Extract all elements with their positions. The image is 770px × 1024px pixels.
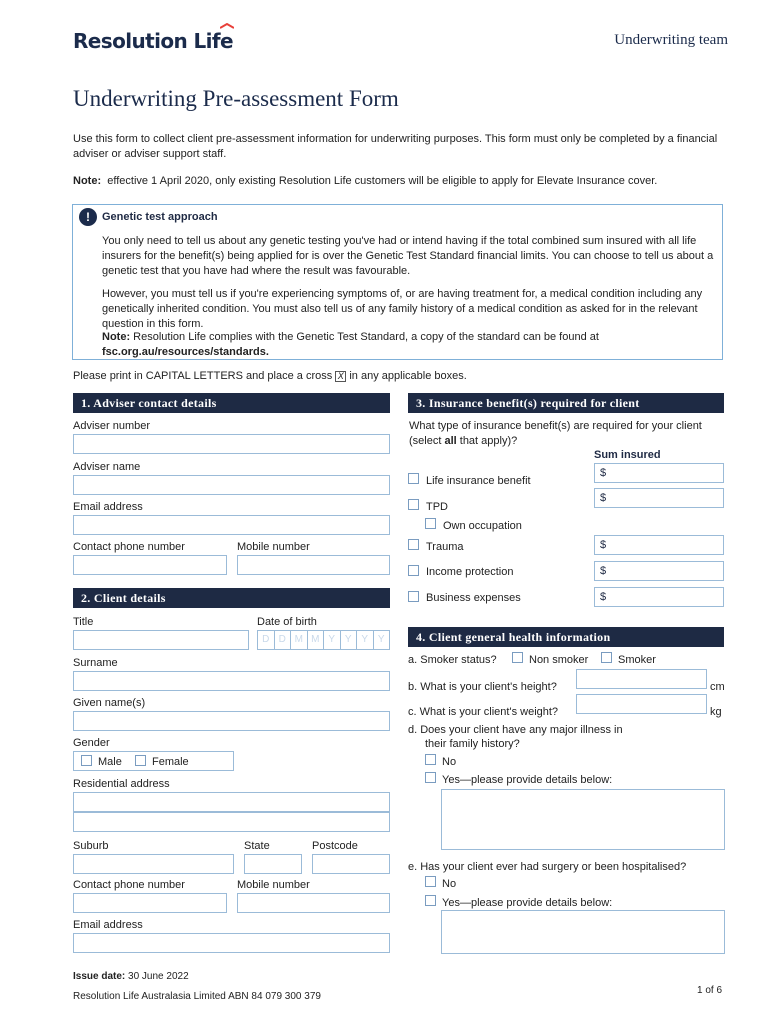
client-mobile-input[interactable] [237, 893, 390, 913]
smoker-question: a. Smoker status? [408, 654, 497, 666]
suburb-input[interactable] [73, 854, 234, 874]
address-label: Residential address [73, 778, 170, 790]
surname-input[interactable] [73, 671, 390, 691]
genetic-paragraph-1: You only need to tell us about any genetic testing you've had or intend having if the total combined sum insured with all life insurers for the benefit(s) being applied for is over the Genetic Test Standard financial limits. You can choose to tell us about a genetic test that you have had where the result was favourable. [102, 235, 714, 277]
benefit-question: What type of insurance benefit(s) are required for your client (select all that apply)? [409, 420, 702, 447]
non-smoker-label: Non smoker [529, 654, 589, 666]
dob-cell[interactable]: Y [341, 630, 358, 650]
surgery-yes-label: Yes—please provide details below: [442, 897, 613, 909]
smoker-checkbox[interactable] [601, 652, 612, 663]
client-mobile-label: Mobile number [237, 879, 310, 891]
income-label: Income protection [426, 566, 514, 578]
business-sum-input[interactable]: $ [594, 587, 724, 607]
family-history-yes-checkbox[interactable] [425, 772, 436, 783]
issue-date: Issue date: 30 June 2022 [73, 971, 189, 982]
tpd-label: TPD [426, 501, 448, 513]
income-checkbox[interactable] [408, 565, 419, 576]
own-occupation-label: Own occupation [443, 520, 522, 532]
adviser-email-input[interactable] [73, 515, 390, 535]
adviser-phone-label: Contact phone number [73, 541, 185, 553]
page-title: Underwriting Pre-assessment Form [73, 86, 399, 111]
suburb-label: Suburb [73, 840, 109, 852]
surgery-yes-checkbox[interactable] [425, 895, 436, 906]
section-3-header: 3. Insurance benefit(s) required for client [408, 393, 724, 413]
business-checkbox[interactable] [408, 591, 419, 602]
surgery-no-label: No [442, 878, 457, 890]
logo-mark-icon [220, 23, 234, 29]
weight-question: c. What is your client's weight? [408, 706, 559, 718]
male-label: Male [98, 756, 122, 768]
height-input[interactable] [576, 669, 707, 689]
page-number: 1 of 6 [697, 985, 723, 996]
adviser-number-input[interactable] [73, 434, 390, 454]
client-phone-input[interactable] [73, 893, 227, 913]
state-label: State [244, 840, 270, 852]
client-email-input[interactable] [73, 933, 390, 953]
family-history-no-checkbox[interactable] [425, 754, 436, 765]
genetic-heading: Genetic test approach [102, 211, 218, 223]
family-history-no-label: No [442, 756, 457, 768]
adviser-mobile-input[interactable] [237, 555, 390, 575]
dob-cell[interactable]: D [257, 630, 275, 650]
income-sum-input[interactable]: $ [594, 561, 724, 581]
alert-icon: ! [79, 208, 97, 226]
dob-label: Date of birth [257, 616, 317, 628]
dob-cell[interactable]: Y [324, 630, 341, 650]
male-checkbox[interactable] [81, 755, 92, 766]
tpd-checkbox[interactable] [408, 499, 419, 510]
adviser-name-label: Adviser name [73, 461, 141, 473]
dob-cell[interactable]: D [275, 630, 292, 650]
kg-unit: kg [710, 706, 722, 718]
team-label: Underwriting team [614, 32, 728, 48]
cm-unit: cm [710, 681, 725, 693]
company-logo: Resolution Life [73, 29, 233, 53]
state-input[interactable] [244, 854, 302, 874]
family-history-question: d. Does your client have any major illness in [408, 724, 623, 736]
adviser-mobile-label: Mobile number [237, 541, 310, 553]
adviser-email-label: Email address [73, 501, 143, 513]
dob-input[interactable] [257, 630, 390, 650]
sum-insured-header: Sum insured [594, 449, 661, 461]
family-history-question-2: their family history? [425, 738, 520, 750]
tpd-sum-input[interactable]: $ [594, 488, 724, 508]
cross-example-icon: X [335, 371, 346, 382]
own-occupation-checkbox[interactable] [425, 518, 436, 529]
section-4-header: 4. Client general health information [408, 627, 724, 647]
surgery-details-input[interactable] [441, 910, 725, 954]
dob-cell[interactable]: Y [357, 630, 374, 650]
surgery-no-checkbox[interactable] [425, 876, 436, 887]
intro-note: Note: effective 1 April 2020, only existing Resolution Life customers will be eligible to apply for Elevate Insurance cover. [73, 175, 658, 187]
smoker-label: Smoker [618, 654, 656, 666]
life-checkbox[interactable] [408, 473, 419, 484]
surname-label: Surname [73, 657, 118, 669]
client-title-label: Title [73, 616, 94, 628]
trauma-sum-input[interactable]: $ [594, 535, 724, 555]
non-smoker-checkbox[interactable] [512, 652, 523, 663]
gender-label: Gender [73, 737, 110, 749]
given-names-label: Given name(s) [73, 697, 146, 709]
height-question: b. What is your client's height? [408, 681, 557, 693]
dob-cell[interactable]: M [291, 630, 308, 650]
standards-link[interactable]: fsc.org.au/resources/standards. [102, 346, 269, 358]
address-line-2-input[interactable] [73, 812, 390, 832]
female-checkbox[interactable] [135, 755, 146, 766]
postcode-label: Postcode [312, 840, 358, 852]
life-sum-input[interactable]: $ [594, 463, 724, 483]
client-email-label: Email address [73, 919, 143, 931]
adviser-phone-input[interactable] [73, 555, 227, 575]
business-label: Business expenses [426, 592, 521, 604]
address-line-1-input[interactable] [73, 792, 390, 812]
adviser-name-input[interactable] [73, 475, 390, 495]
trauma-checkbox[interactable] [408, 539, 419, 550]
life-label: Life insurance benefit [426, 475, 531, 487]
dob-cell[interactable]: M [308, 630, 325, 650]
female-label: Female [152, 756, 189, 768]
company-abn: Resolution Life Australasia Limited ABN 84 079 300 379 [73, 991, 321, 1002]
postcode-input[interactable] [312, 854, 390, 874]
trauma-label: Trauma [426, 541, 464, 553]
client-phone-label: Contact phone number [73, 879, 185, 891]
given-names-input[interactable] [73, 711, 390, 731]
family-history-details-input[interactable] [441, 789, 725, 850]
section-1-header: 1. Adviser contact details [73, 393, 390, 413]
instruction-text: Please print in CAPITAL LETTERS and place a cross X in any applicable boxes. [73, 370, 467, 382]
genetic-paragraph-2: However, you must tell us if you're experiencing symptoms of, or are having treatment for, a medical condition including any genetically inherited condition. You must also tell us of any family history of a medical condition as asked for in the relevant question in this form. [102, 288, 703, 330]
weight-input[interactable] [576, 694, 707, 714]
client-title-input[interactable] [73, 630, 249, 650]
intro-text: Use this form to collect client pre-assessment information for underwriting purposes. This form must only be completed by a financial adviser or adviser support staff. [73, 133, 718, 160]
dob-cell[interactable]: Y [374, 630, 391, 650]
genetic-note: Note: Resolution Life complies with the Genetic Test Standard, a copy of the standard can be found at fsc.org.au/resources/standards. [102, 331, 599, 358]
family-history-yes-label: Yes—please provide details below: [442, 774, 613, 786]
section-2-header: 2. Client details [73, 588, 390, 608]
adviser-number-label: Adviser number [73, 420, 151, 432]
surgery-question: e. Has your client ever had surgery or been hospitalised? [408, 861, 687, 873]
